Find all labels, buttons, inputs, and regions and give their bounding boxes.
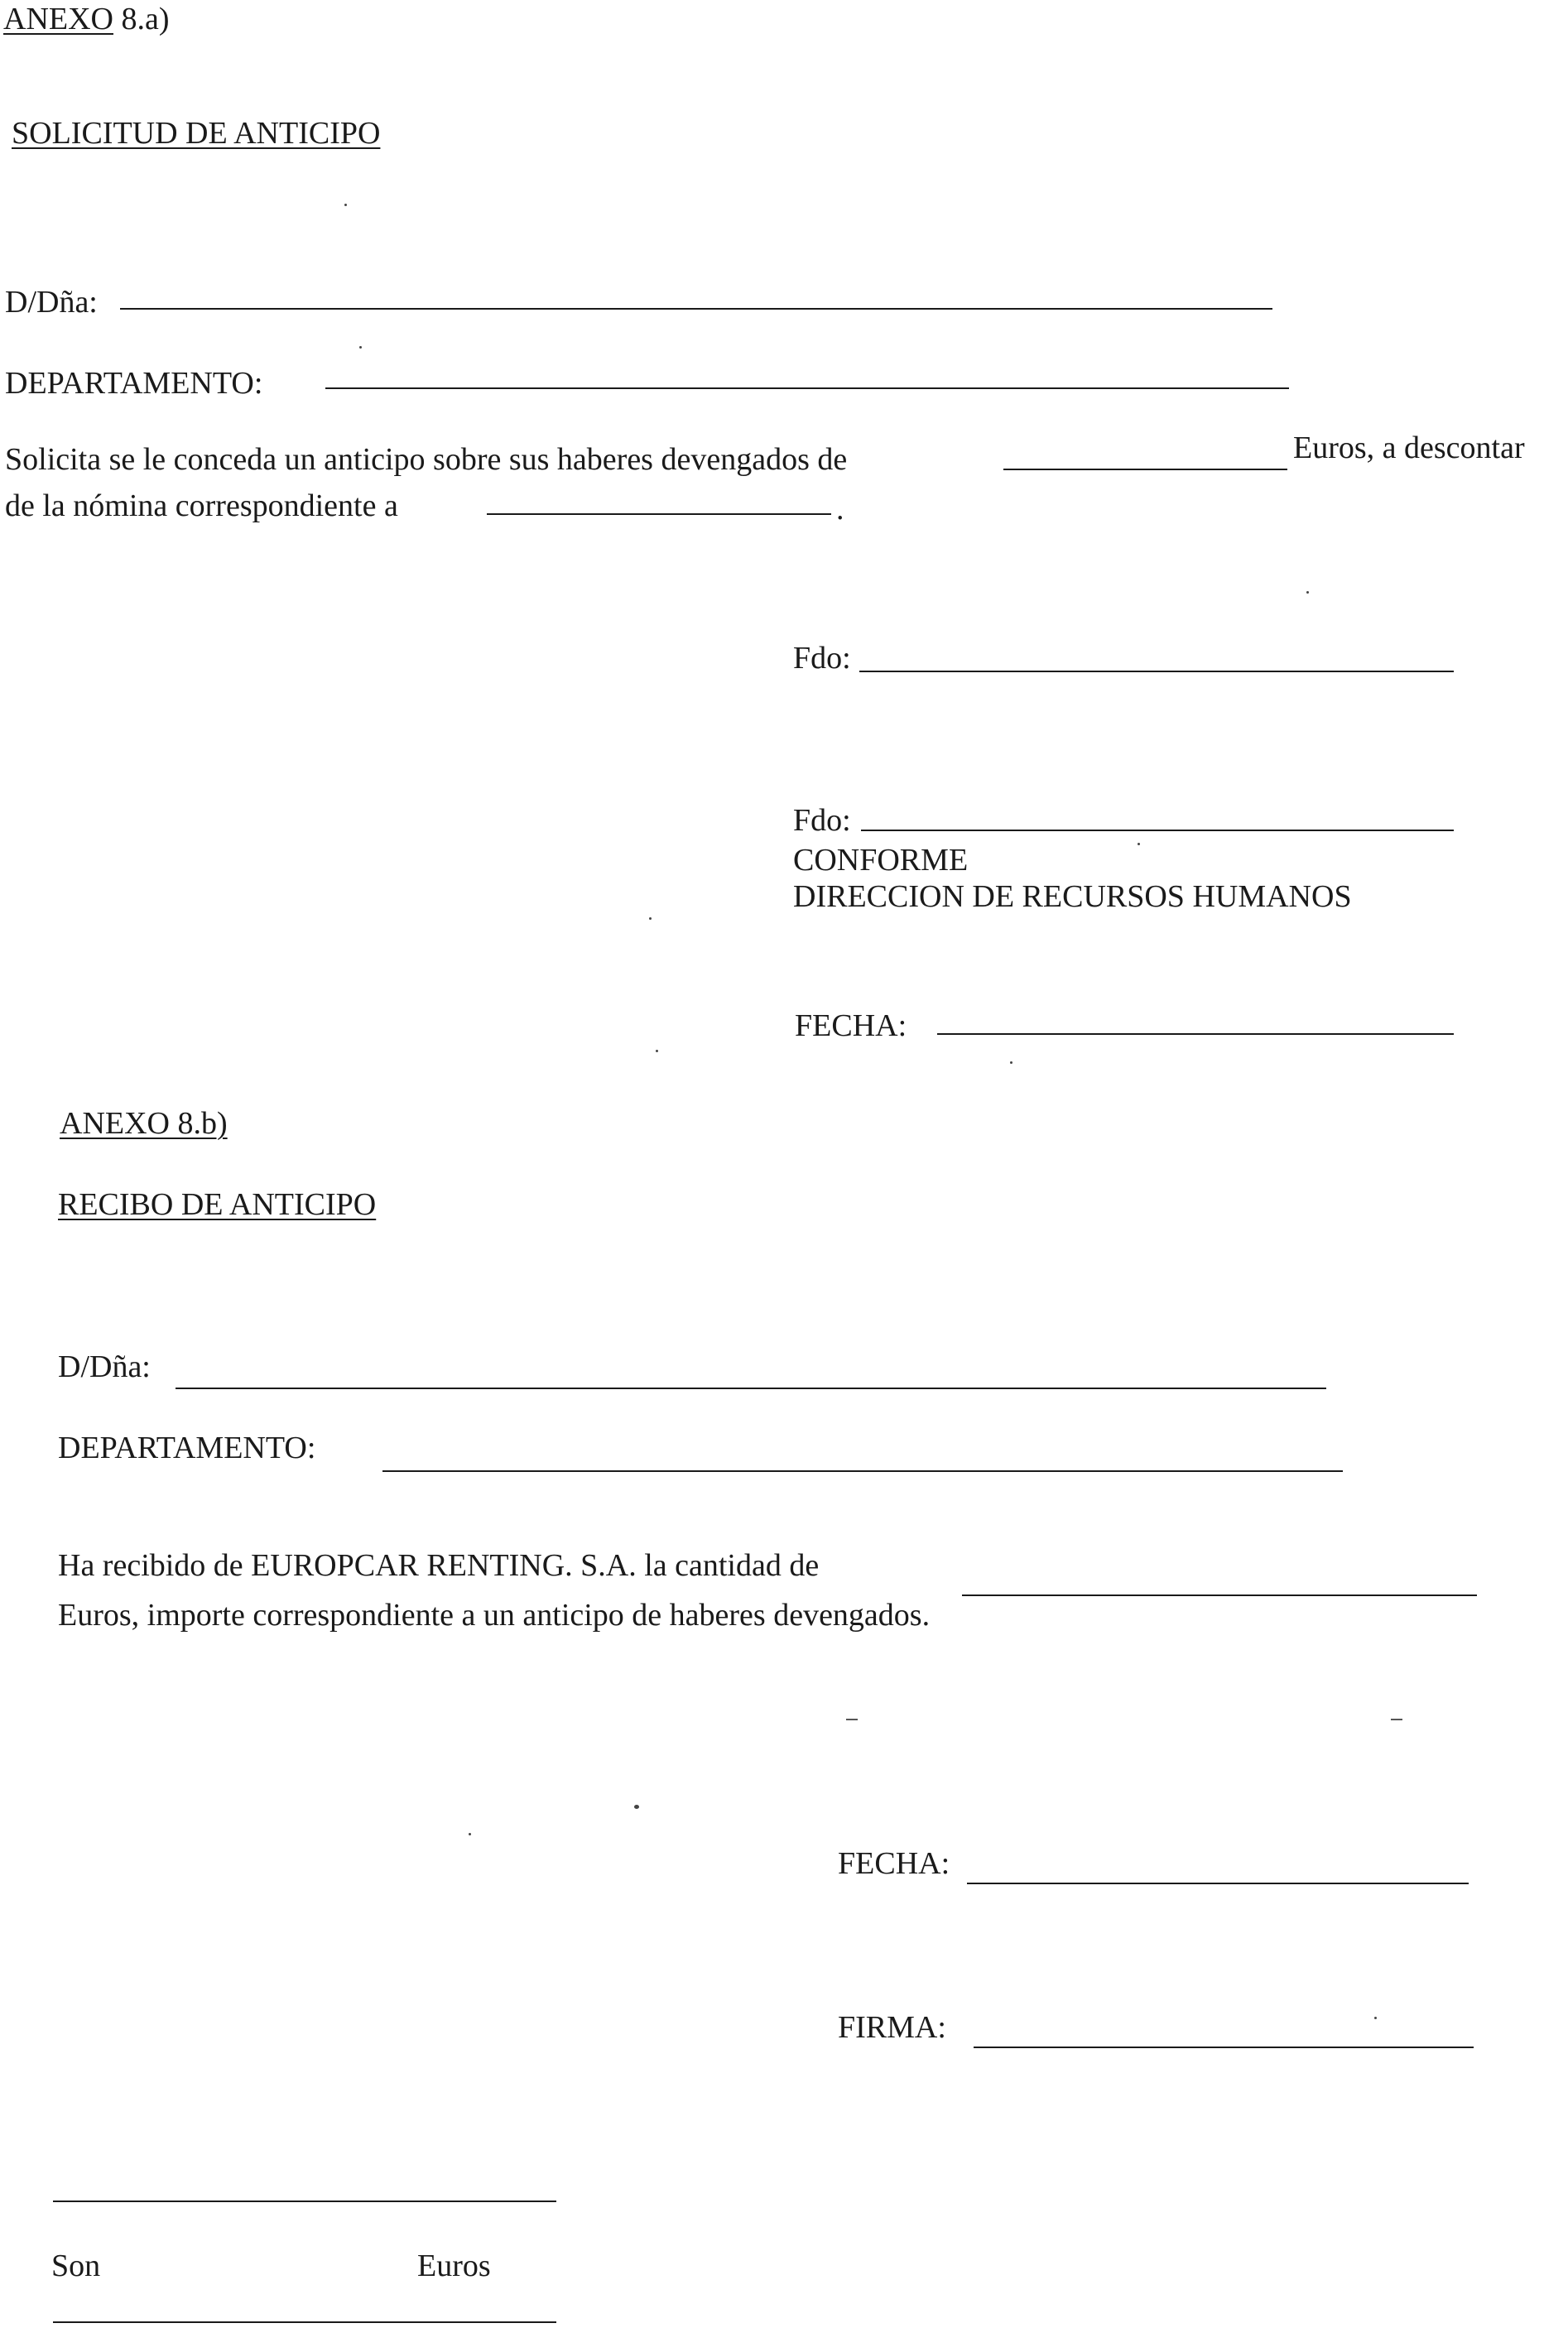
request-text-line2: de la nómina correspondiente a <box>5 488 398 523</box>
payroll-period-input-line[interactable] <box>487 513 831 515</box>
approval-label: CONFORME <box>793 843 969 878</box>
scan-speck <box>469 1833 471 1835</box>
period-mark: . <box>836 492 844 527</box>
signature-label-2: Fdo: <box>793 803 851 838</box>
scan-speck <box>634 1805 639 1809</box>
scan-speck <box>649 917 652 920</box>
receipt-signature-input-line[interactable] <box>974 2047 1474 2048</box>
signature-2-input-line[interactable] <box>861 830 1454 831</box>
receipt-amount-input-line[interactable] <box>962 1594 1477 1596</box>
receipt-date-label: FECHA: <box>838 1846 950 1881</box>
scan-speck <box>359 346 362 349</box>
scan-speck <box>1010 1061 1012 1064</box>
date-input-line[interactable] <box>937 1033 1454 1035</box>
department-label: DEPARTAMENTO: <box>5 366 263 401</box>
scan-speck <box>1374 2017 1377 2019</box>
amount-input-line[interactable] <box>1003 469 1287 470</box>
receipt-text-line2: Euros, importe correspondiente a un anticipo de haberes devengados. <box>58 1598 931 1633</box>
request-text-end: Euros, a descontar <box>1293 430 1525 465</box>
name-input-line[interactable] <box>120 308 1272 310</box>
department-input-line[interactable] <box>325 387 1289 389</box>
scan-dash <box>1391 1719 1402 1720</box>
date-label: FECHA: <box>795 1008 907 1043</box>
receipt-text-line1: Ha recibido de EUROPCAR RENTING. S.A. la cantidad de <box>58 1548 820 1583</box>
amount-words-label: Son <box>51 2249 101 2283</box>
amount-numeric-line[interactable] <box>53 2201 556 2202</box>
signature-1-input-line[interactable] <box>859 671 1454 672</box>
receipt-department-input-line[interactable] <box>382 1470 1343 1472</box>
scan-speck <box>1138 843 1140 845</box>
request-text: Solicita se le conceda un anticipo sobre sus haberes devengados de <box>5 442 848 477</box>
receipt-date-input-line[interactable] <box>967 1883 1469 1884</box>
scan-speck <box>656 1050 658 1052</box>
receipt-name-input-line[interactable] <box>176 1388 1326 1389</box>
currency-label: Euros <box>417 2249 491 2283</box>
receipt-department-label: DEPARTAMENTO: <box>58 1431 316 1465</box>
annex-b-title: RECIBO DE ANTICIPO <box>58 1187 377 1222</box>
scan-speck <box>344 204 347 206</box>
name-label: D/Dña: <box>5 285 98 320</box>
receipt-name-label: D/Dña: <box>58 1349 151 1384</box>
annex-a-title: SOLICITUD DE ANTICIPO <box>12 116 381 151</box>
scan-speck <box>1306 591 1309 594</box>
receipt-signature-label: FIRMA: <box>838 2010 946 2045</box>
scan-dash <box>846 1719 858 1720</box>
annex-a-heading: ANEXO 8.a) <box>3 2 170 36</box>
hr-department-label: DIRECCION DE RECURSOS HUMANOS <box>793 879 1352 914</box>
amount-words-line[interactable] <box>53 2321 556 2323</box>
signature-label-1: Fdo: <box>793 641 851 676</box>
annex-b-heading: ANEXO 8.b) <box>60 1106 228 1141</box>
